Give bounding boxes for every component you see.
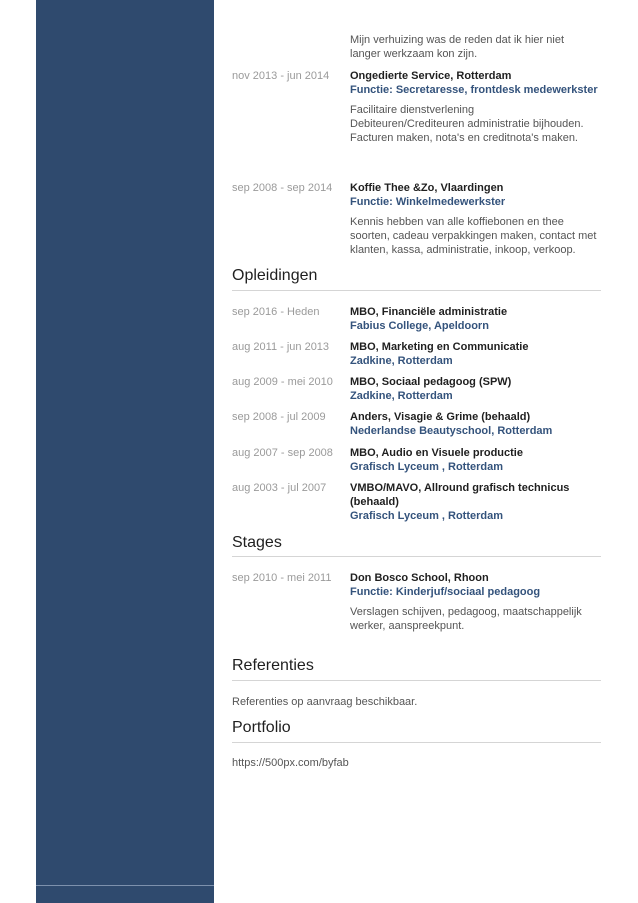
section-title-references: Referenties [232, 657, 314, 674]
experience-function: Functie: Secretaresse, frontdesk medewerkster [350, 84, 598, 96]
education-school: Grafisch Lyceum , Rotterdam [350, 461, 504, 473]
experience-desc-line: Kennis hebben van alle koffiebonen en thee [350, 216, 564, 228]
experience-desc-line: Facilitaire dienstverlening [350, 104, 475, 116]
education-date: aug 2003 - jul 2007 [232, 482, 327, 494]
education-title: MBO, Sociaal pedagoog (SPW) [350, 376, 512, 388]
section-title-internships: Stages [232, 534, 282, 551]
experience-desc-line: soorten, cadeau verpakkingen maken, contact met [350, 230, 597, 242]
experience-desc-line: Facturen maken, nota's en creditnota's maken. [350, 132, 578, 144]
experience-desc-line: Debiteuren/Crediteuren administratie bijhouden. [350, 118, 584, 130]
education-title: (behaald) [350, 496, 399, 508]
education-date: sep 2008 - jul 2009 [232, 411, 326, 423]
education-title: MBO, Financiële administratie [350, 306, 508, 318]
sidebar-divider [36, 885, 214, 886]
section-divider [232, 742, 601, 743]
experience-date: sep 2008 - sep 2014 [232, 182, 333, 194]
education-date: aug 2007 - sep 2008 [232, 447, 333, 459]
experience-title: Koffie Thee &Zo, Vlaardingen [350, 182, 504, 194]
sidebar-panel [36, 0, 214, 903]
experience-function: Functie: Winkelmedewerkster [350, 196, 506, 208]
education-date: aug 2009 - mei 2010 [232, 376, 333, 388]
section-divider [232, 680, 601, 681]
experience-desc-line: klanten, kassa, administratie, inkoop, verkoop. [350, 244, 576, 256]
experience-desc-line: Mijn verhuizing was de reden dat ik hier niet [350, 34, 565, 46]
education-school: Nederlandse Beautyschool, Rotterdam [350, 425, 553, 437]
section-divider [232, 290, 601, 291]
education-date: aug 2011 - jun 2013 [232, 341, 330, 353]
internship-function: Functie: Kinderjuf/sociaal pedagoog [350, 586, 541, 598]
section-title-portfolio: Portfolio [232, 719, 291, 736]
experience-date: nov 2013 - jun 2014 [232, 70, 330, 82]
section-title-education: Opleidingen [232, 267, 318, 284]
education-date: sep 2016 - Heden [232, 306, 320, 318]
education-title: MBO, Marketing en Communicatie [350, 341, 529, 353]
internship-desc-line: Verslagen schijven, pedagoog, maatschappelijk [350, 606, 582, 618]
experience-desc-line: langer werkzaam kon zijn. [350, 48, 478, 60]
education-school: Zadkine, Rotterdam [350, 390, 453, 402]
portfolio-link[interactable]: https://500px.com/byfab [232, 757, 349, 769]
internship-desc-line: werker, aanspreekpunt. [350, 620, 465, 632]
education-title: VMBO/MAVO, Allround grafisch technicus [350, 482, 570, 494]
internship-date: sep 2010 - mei 2011 [232, 572, 332, 584]
section-divider [232, 556, 601, 557]
education-school: Zadkine, Rotterdam [350, 355, 453, 367]
experience-title: Ongedierte Service, Rotterdam [350, 70, 512, 82]
education-title: MBO, Audio en Visuele productie [350, 447, 523, 459]
references-text: Referenties op aanvraag beschikbaar. [232, 696, 418, 708]
education-school: Grafisch Lyceum , Rotterdam [350, 510, 504, 522]
education-title: Anders, Visagie & Grime (behaald) [350, 411, 531, 423]
education-school: Fabius College, Apeldoorn [350, 320, 489, 332]
internship-title: Don Bosco School, Rhoon [350, 572, 489, 584]
